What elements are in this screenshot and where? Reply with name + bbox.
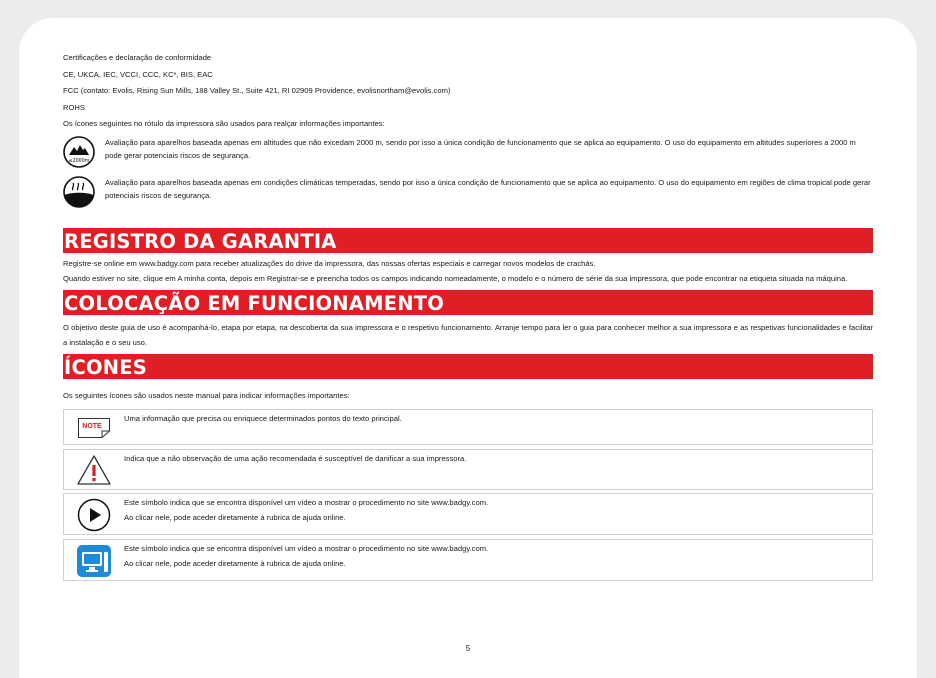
page-content (63, 50, 873, 581)
fcc-contact: FCC (contato: Evolis, Rising Sun Mills, 188 Valley St., Suite 421, RI 02909 Providence, evolisnortham@evolis.com) (63, 86, 451, 95)
icon-legend-note (63, 409, 873, 445)
cert-list: CE, UKCA, IEC, VCCI, CCC, KC*, BIS, EAC (63, 69, 213, 79)
tropical-notice-text: Avaliação para aparelhos baseada apenas em condições climáticas temperadas, sendo por isso a única condição de funcionamento que se aplica ao equipamento. O uso do equipamento em regiões de clima tropical pode gerar potenciais riscos de segurança. (105, 177, 871, 200)
note-icon (64, 410, 124, 439)
note-legend-text: Uma informação que precisa ou enriquece determinados pontos do texto principal. (124, 413, 402, 423)
icons-intro: Os seguintes ícones são usados neste manual para indicar informações importantes: (63, 390, 350, 400)
computer-legend-line-1: Este símbolo indica que se encontra disponível um vídeo a mostrar o procedimento no site www.badgy.com. (124, 543, 489, 553)
video-legend-text (124, 494, 872, 525)
warranty-para-2: Quando estiver no site, clique em A minha conta, depois em Registrar-se e preencha todos os campos indicando nomeadamente, o modelo e o número de série da sua impressora, que pode encontrar na etiqueta situada na máquina. (63, 273, 848, 283)
rohs-label: ROHS (63, 102, 85, 112)
icon-legend-computer (63, 539, 873, 581)
label-icons-intro: Os ícones seguintes no rótulo da impressora são usados para realçar informações importantes: (63, 119, 385, 128)
computer-icon (64, 540, 124, 578)
icon-legend-video (63, 493, 873, 535)
warranty-banner: REGISTRO DA GARANTIA (63, 228, 873, 253)
warning-icon (64, 450, 124, 486)
icons-banner: ÍCONES (63, 354, 873, 379)
altitude-notice (63, 136, 873, 170)
cert-heading: Certificações e declaração de conformidade (63, 53, 212, 62)
page-number: 5 (465, 644, 471, 653)
startup-banner: COLOCAÇÃO EM FUNCIONAMENTO (63, 290, 873, 315)
warning-legend-text: Indica que a não observação de uma ação recomendada é susceptível de danificar a sua impressora. (124, 453, 467, 463)
icon-legend-warning (63, 449, 873, 490)
computer-legend-text (124, 540, 872, 571)
computer-legend-line-2: Ao clicar nele, pode aceder diretamente à rubrica de ajuda online. (124, 558, 346, 568)
play-video-icon (64, 494, 124, 532)
warranty-para-1: Registre-se online em www.badgy.com para receber atualizações do drive da impressora, das nossas ofertas especiais e carregar novos modelos de crachás. (63, 258, 596, 268)
note-icon-label: NOTE (82, 422, 102, 430)
altitude-2000m-icon (63, 136, 99, 170)
video-legend-line-1: Este símbolo indica que se encontra disponível um vídeo a mostrar o procedimento no site www.badgy.com. (124, 497, 489, 507)
video-legend-line-2: Ao clicar nele, pode aceder diretamente à rubrica de ajuda online. (124, 512, 346, 522)
startup-para: O objetivo deste guia de uso é acompanhá-lo, etapa por etapa, na descoberta da sua impressora e o respetivo funcionamento. Arranje tempo para ler o guia para conhecer melhor a sua impressora e as respetivas funcionalidades e facilitar a instalação e o seu uso. (63, 322, 873, 347)
tropical-climate-icon (63, 176, 99, 210)
tropical-notice (63, 176, 873, 210)
altitude-icon-label: ≤2000m (68, 158, 90, 164)
altitude-notice-text: Avaliação para aparelhos baseada apenas em altitudes que não excedam 2000 m, sendo por isso a única condição de funcionamento que se aplica ao equipamento. O uso do equipamento em altitudes superiores a 2000 m pode gerar potenciais riscos de segurança. (105, 137, 856, 160)
document-page (19, 18, 917, 678)
